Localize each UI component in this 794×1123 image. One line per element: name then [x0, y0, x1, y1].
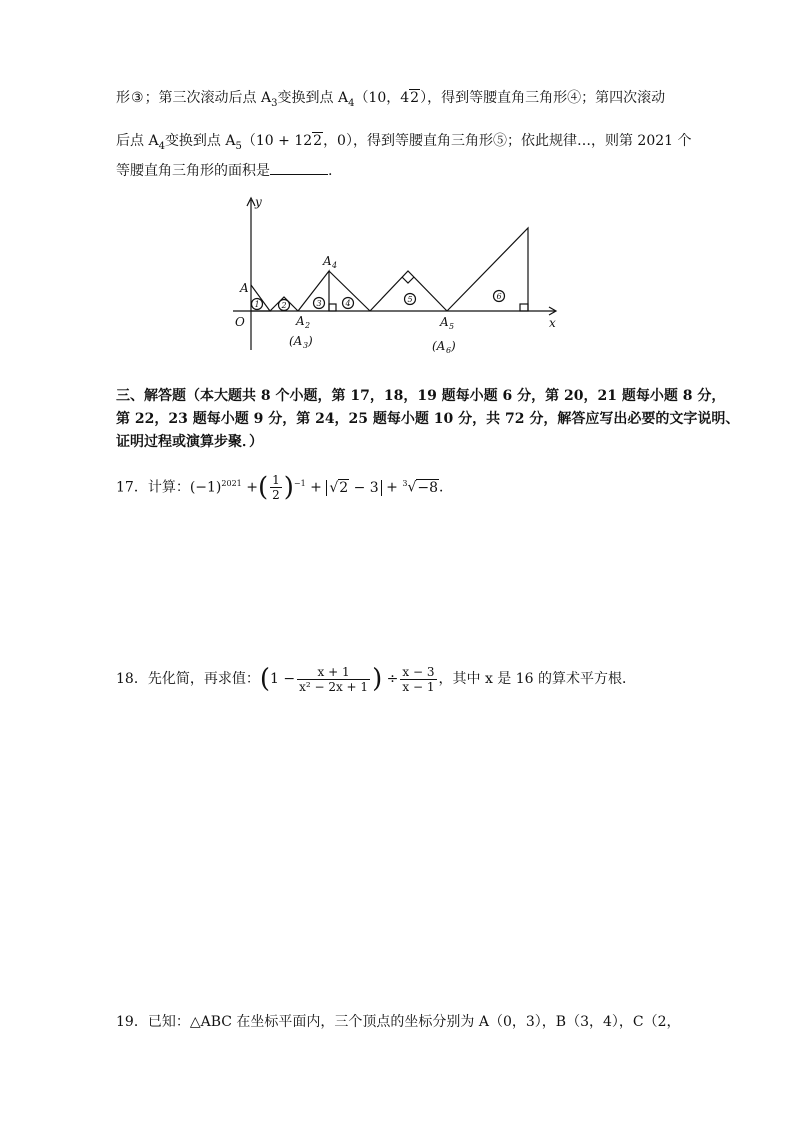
section3-heading-1: 三、解答题（本大题共 8 个小题，第 17，18，19 题每小题 6 分，第 20，21 题每小题 8 分， — [116, 388, 726, 404]
origin-label: O — [235, 315, 245, 329]
point-a6-label: (A — [432, 339, 446, 353]
point-a5-label: A — [440, 315, 449, 329]
q16-line-2: 后点 $A_4$变换到点 $A_5(10 + 122$，0），得到等腰直角三角形⑤；依此规律…，则第 2021 个 — [116, 133, 692, 152]
triangle-6 — [447, 228, 528, 311]
svg-text:): ) — [308, 334, 313, 348]
x-label: x — [549, 316, 556, 330]
svg-text:5: 5 — [449, 322, 455, 331]
answer-blank — [270, 160, 328, 175]
point-a-label: A — [240, 281, 249, 295]
svg-text:): ) — [451, 339, 456, 353]
right-angle-mark — [520, 304, 528, 311]
label-4: 4 — [345, 299, 351, 308]
neg-one-power: (−1) — [189, 479, 222, 496]
question-17: 17．计算：$(-1)^{2021}$ +( $\frac{1}{2}$ )$^{-1}$ + √2 − 3 + $^3$√−8． — [116, 472, 454, 503]
fraction-2: $\frac{x - 3}{x - 1}$ — [402, 664, 435, 694]
right-angle-mark — [329, 304, 336, 311]
section3-heading-2: 第 22，23 题每小题 9 分，第 24，25 题每小题 10 分，共 72 分，解答应写出必要的文字说明、 — [116, 411, 740, 427]
triangle-5 — [370, 271, 447, 311]
cube-root: −8 — [417, 479, 439, 496]
svg-text:2: 2 — [305, 321, 311, 330]
circled-number: ③ — [131, 90, 144, 106]
svg-text:6: 6 — [446, 346, 452, 355]
label-5: 5 — [407, 295, 413, 304]
section3-heading-3: 证明过程或演算步聚．） — [116, 434, 263, 450]
question-19: 19．已知：△ABC 在坐标平面内，三个顶点的坐标分别为 A（0，3），B（3，4），C（2， — [116, 1014, 681, 1030]
point-a3-label: (A — [289, 334, 303, 348]
svg-text:4: 4 — [332, 261, 338, 270]
point-a2-label: A — [296, 314, 305, 328]
fraction-half: $\frac{1}{2}$ — [272, 473, 280, 503]
svg-text:3: 3 — [303, 341, 309, 350]
right-angle-mark — [402, 277, 414, 283]
point-a4-label: A — [323, 254, 332, 268]
y-label: y — [255, 195, 262, 209]
label-3: 3 — [316, 299, 322, 308]
q16-line-3: 等腰直角三角形的面积是 . — [116, 160, 332, 181]
q16-line-1: 形③；第三次滚动后点 $A_3$变换到点 $A_4(10$，42），得到等腰直角三角形④；第四次滚动 — [116, 90, 666, 109]
label-6: 6 — [496, 292, 502, 301]
triangle-figure — [225, 190, 570, 360]
fraction-1: $\frac{x + 1}{\text{x² − 2x + 1}}$ — [299, 664, 369, 694]
label-2: 2 — [281, 301, 287, 310]
absolute-value: √2 − 3 — [326, 480, 381, 496]
question-18: 18．先化简，再求值：(1 − $\frac{x + 1}{\text{x² − 2x + 1}}$ ) ÷ $\frac{x - 3}{x - 1}$ ，其中 x 是 16 的算术平方根． — [116, 664, 637, 694]
label-1: 1 — [254, 300, 260, 309]
